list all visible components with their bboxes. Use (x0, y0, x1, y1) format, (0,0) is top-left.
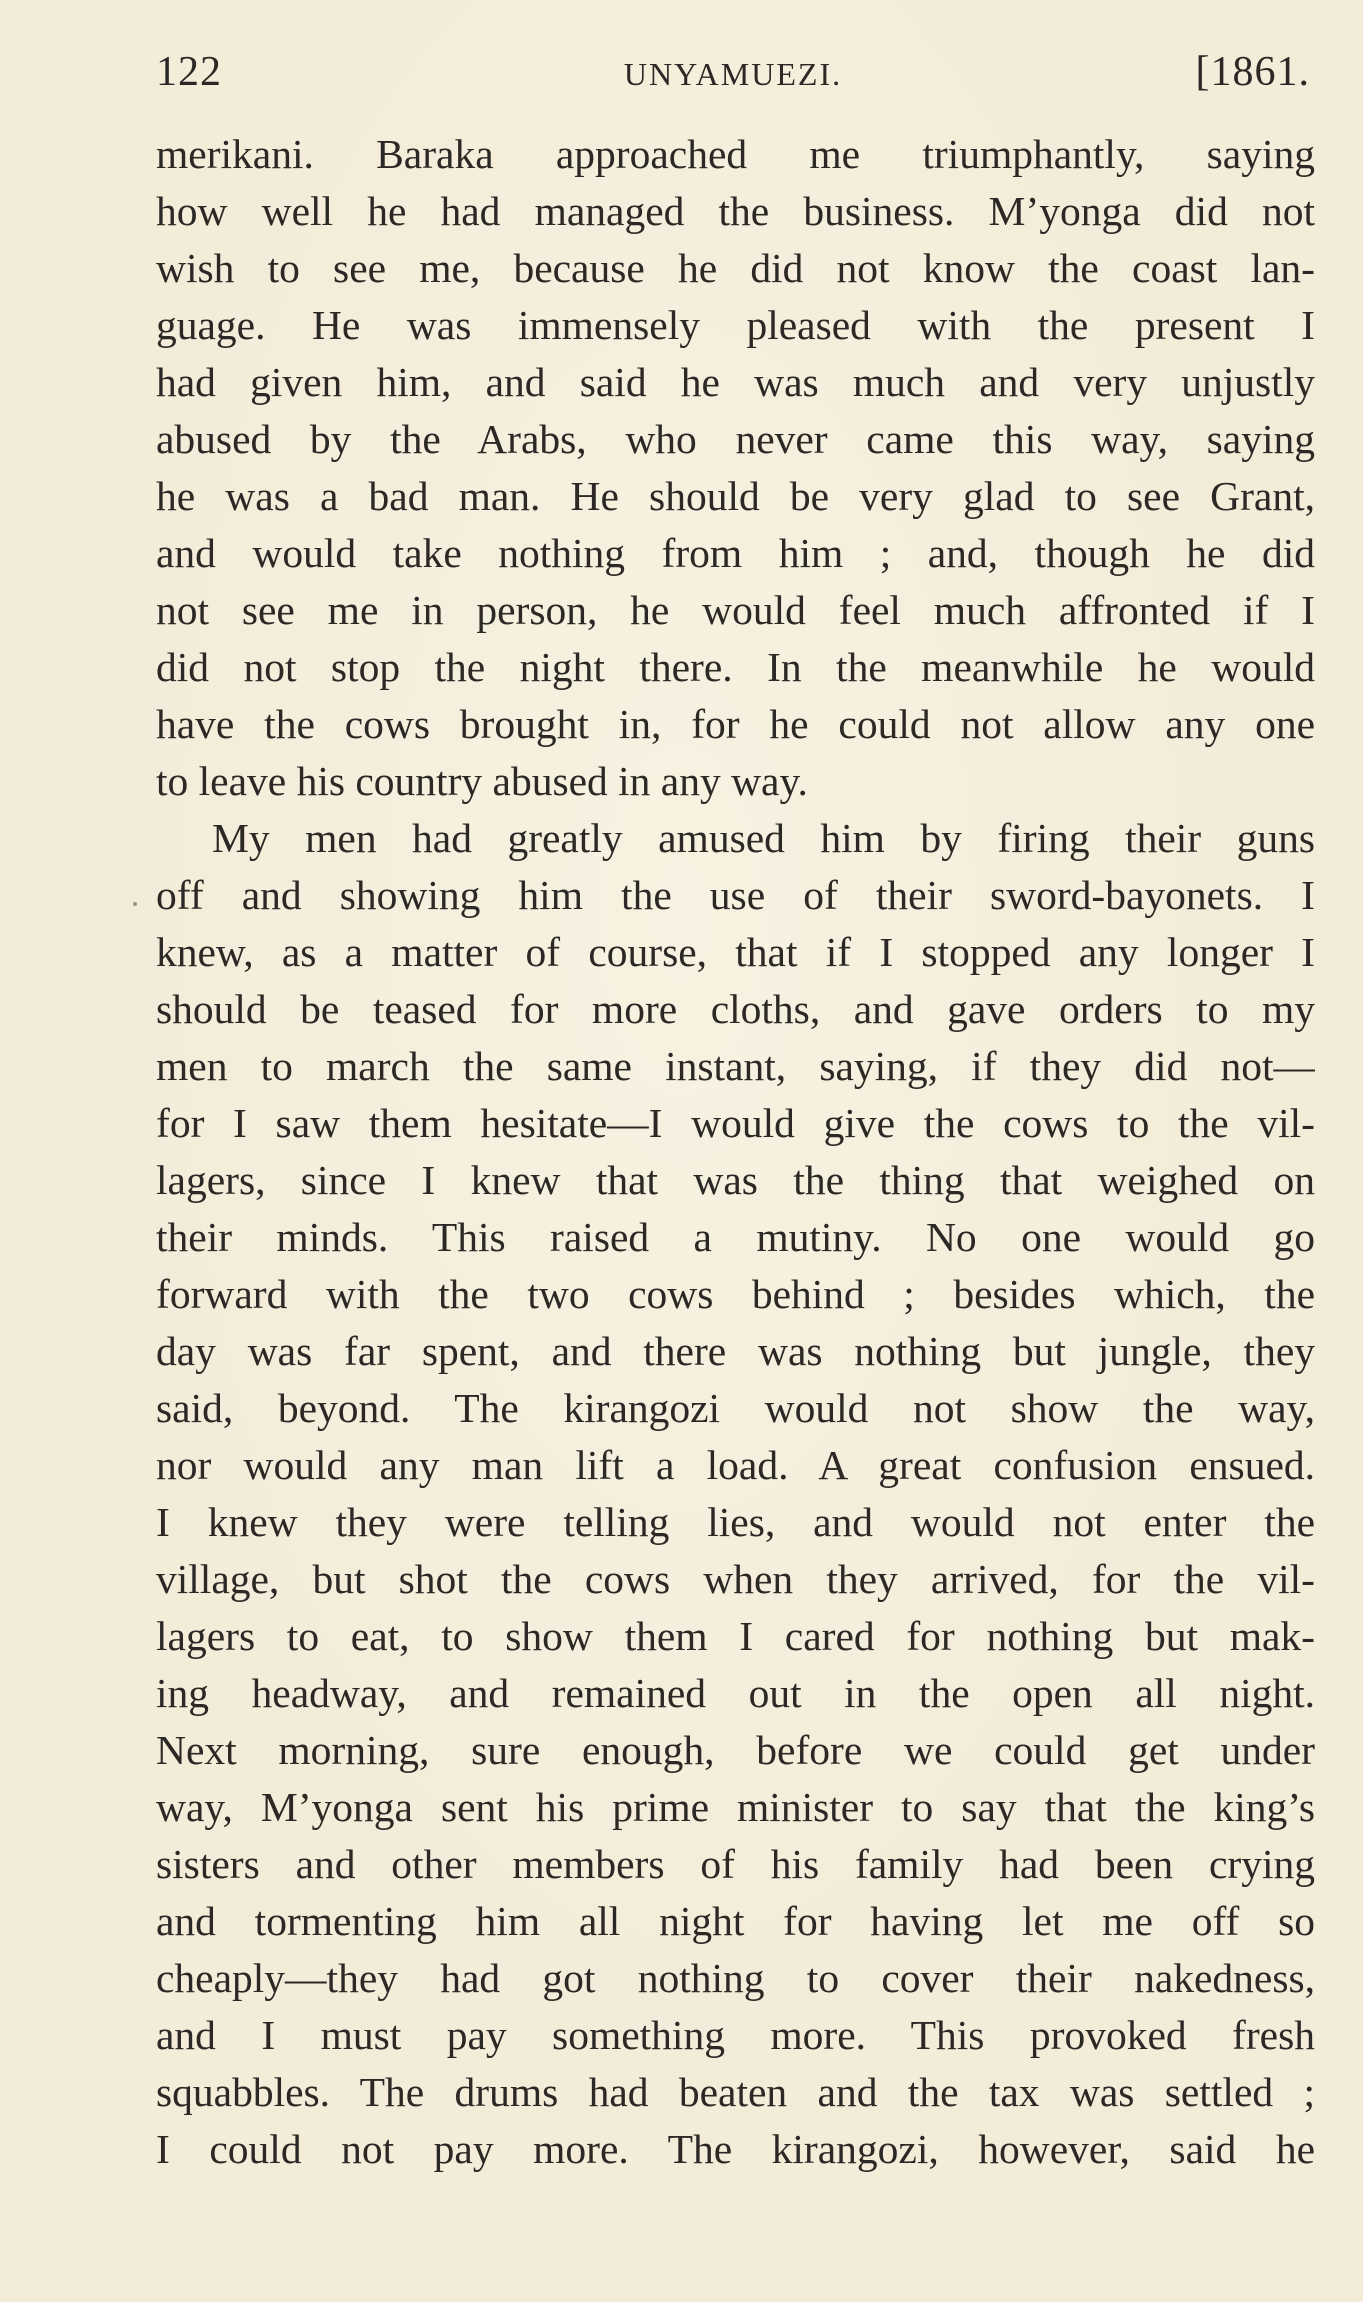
text-line: he was a bad man. He should be very glad to see Grant, (156, 473, 1315, 519)
text-line: should be teased for more cloths, and gave orders to my (156, 986, 1315, 1032)
text-line: I knew they were telling lies, and would not enter the (156, 1499, 1315, 1545)
text-line: ing headway, and remained out in the open all night. (156, 1670, 1315, 1716)
text-line: men to march the same instant, saying, if they did not— (156, 1043, 1315, 1089)
running-title: UNYAMUEZI. (623, 56, 843, 92)
text-line: I could not pay more. The kirangozi, however, said he (156, 2126, 1315, 2172)
text-line: guage. He was immensely pleased with the present I (156, 302, 1315, 348)
text-line: and I must pay something more. This provoked fresh (156, 2012, 1315, 2058)
body-text (156, 126, 1315, 2178)
text-line: forward with the two cows behind ; besides which, the (156, 1271, 1315, 1317)
text-line: to leave his country abused in any way. (156, 758, 808, 804)
text-line: nor would any man lift a load. A great confusion ensued. (156, 1442, 1315, 1488)
text-line: did not stop the night there. In the meanwhile he would (156, 644, 1315, 690)
text-line: said, beyond. The kirangozi would not show the way, (156, 1385, 1315, 1431)
text-line: and would take nothing from him ; and, though he did (156, 530, 1315, 576)
text-line: village, but shot the cows when they arrived, for the vil- (156, 1556, 1315, 1602)
running-head (156, 48, 1310, 108)
text-line: lagers to eat, to show them I cared for nothing but mak- (156, 1613, 1315, 1659)
text-line: for I saw them hesitate—I would give the cows to the vil- (156, 1100, 1315, 1146)
text-line: day was far spent, and there was nothing but jungle, they (156, 1328, 1315, 1374)
text-line: how well he had managed the business. M’yonga did not (156, 188, 1315, 234)
text-line: way, M’yonga sent his prime minister to say that the king’s (156, 1784, 1315, 1830)
text-line: not see me in person, he would feel much affronted if I (156, 587, 1315, 633)
text-line: lagers, since I knew that was the thing that weighed on (156, 1157, 1315, 1203)
text-line: abused by the Arabs, who never came this way, saying (156, 416, 1315, 462)
text-line: squabbles. The drums had beaten and the tax was settled ; (156, 2069, 1315, 2115)
text-line: merikani. Baraka approached me triumphantly, saying (156, 131, 1315, 177)
text-line: have the cows brought in, for he could not allow any one (156, 701, 1315, 747)
paragraph-2 (156, 810, 1315, 2178)
text-line: off and showing him the use of their sword-bayonets. I (156, 872, 1315, 918)
paragraph-1 (156, 126, 1315, 810)
text-line: wish to see me, because he did not know the coast lan- (156, 245, 1315, 291)
page-number: 122 (156, 49, 222, 95)
text-line: cheaply—they had got nothing to cover their nakedness, (156, 1955, 1315, 2001)
text-line: My men had greatly amused him by firing their guns (212, 815, 1315, 861)
text-line: their minds. This raised a mutiny. No one would go (156, 1214, 1315, 1260)
running-year: [1861. (1195, 49, 1310, 95)
margin-mark (133, 902, 137, 906)
text-line: had given him, and said he was much and very unjustly (156, 359, 1315, 405)
text-line: Next morning, sure enough, before we could get under (156, 1727, 1315, 1773)
text-line: sisters and other members of his family had been crying (156, 1841, 1315, 1887)
text-line: knew, as a matter of course, that if I stopped any longer I (156, 929, 1315, 975)
text-line: and tormenting him all night for having let me off so (156, 1898, 1315, 1944)
